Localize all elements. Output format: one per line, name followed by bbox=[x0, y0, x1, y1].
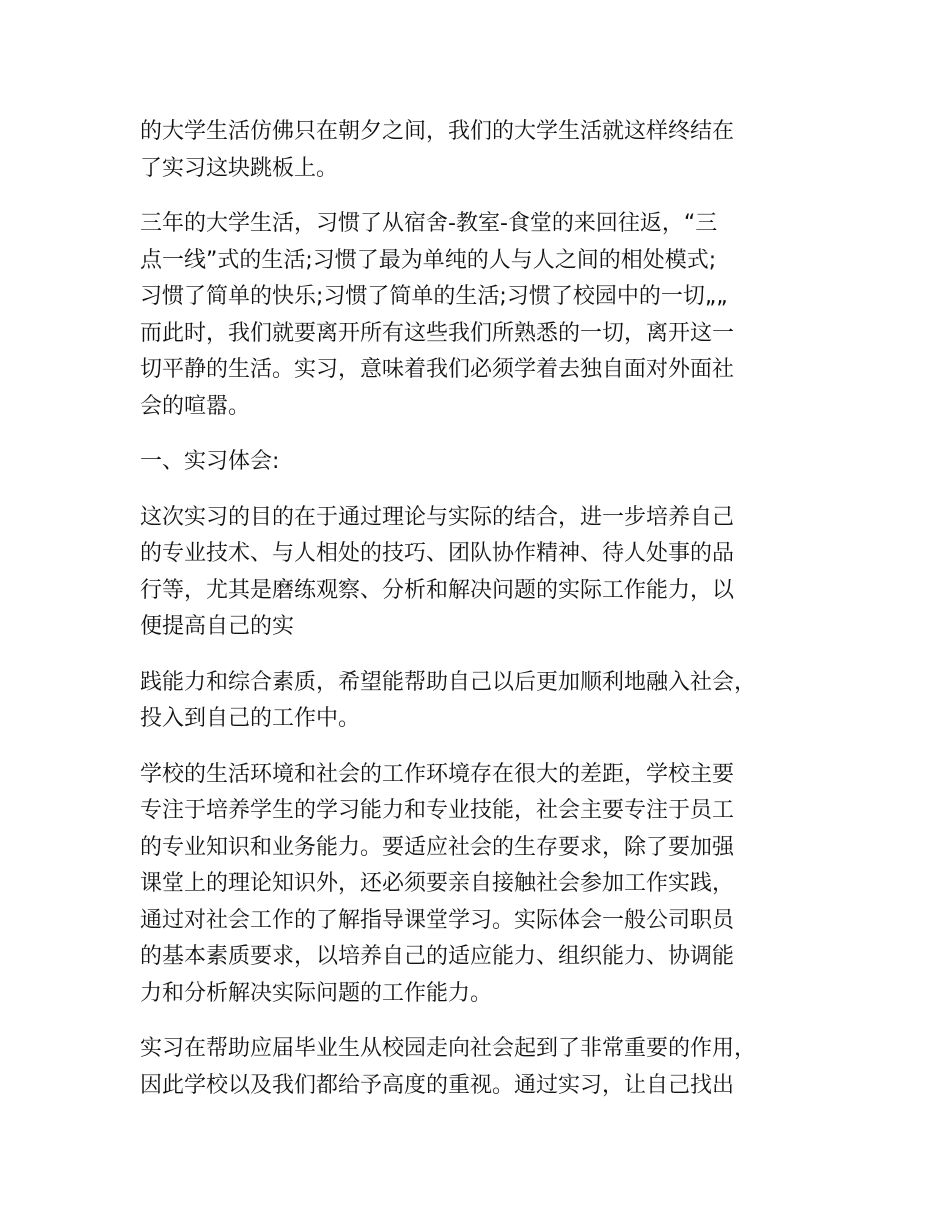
paragraph-practice-ability: 践能力和综合素质，希望能帮助自己以后更加顺利地融入社会， 投入到自己的工作中。 bbox=[140, 669, 757, 731]
paragraph-college-habits: 三年的大学生活，习惯了从宿舍-教室-食堂的来回往返，“三 点一线”式的生活;习惯了最为单纯的人与人之间的相处模式; 习惯了简单的快乐;习惯了简单的生活;习惯了校园中的一切„„ 而此时，我们就要离开所有这些我们所熟悉的一切，离开这一 切平静的生活。实习，意味着我们必须学着去独自面对外面社 会的喧嚣。 bbox=[140, 211, 735, 419]
paragraph-continuation: 的大学生活仿佛只在朝夕之间，我们的大学生活就这样终结在 了实习这块跳板上。 bbox=[140, 119, 735, 181]
section-heading-internship-experience: 一、实习体会: bbox=[140, 449, 280, 474]
paragraph-school-vs-society: 学校的生活环境和社会的工作环境存在很大的差距，学校主要 专注于培养学生的学习能力和专业技能，社会主要专注于员工 的专业知识和业务能力。要适应社会的生存要求，除了要加强 课堂上的理论知识外，还必须要亲自接触社会参加工作实践， 通过对社会工作的了解指导课堂学习。实际体会一般公司职员 的基本素质要求，以培养自己的适应能力、组织能力、协调能 力和分析解决实际问题的工作能力。 bbox=[140, 761, 735, 1006]
document-body bbox=[140, 114, 820, 1123]
paragraph-internship-importance: 实习在帮助应届毕业生从校园走向社会起到了非常重要的作用， 因此学校以及我们都给予高度的重视。通过实习，让自己找出 bbox=[140, 1036, 757, 1098]
paragraph-internship-purpose: 这次实习的目的在于通过理论与实际的结合，进一步培养自己 的专业技术、与人相处的技巧、团队协作精神、待人处事的品 行等，尤其是磨练观察、分析和解决问题的实际工作能力，以 便提高自己的实 bbox=[140, 504, 735, 639]
